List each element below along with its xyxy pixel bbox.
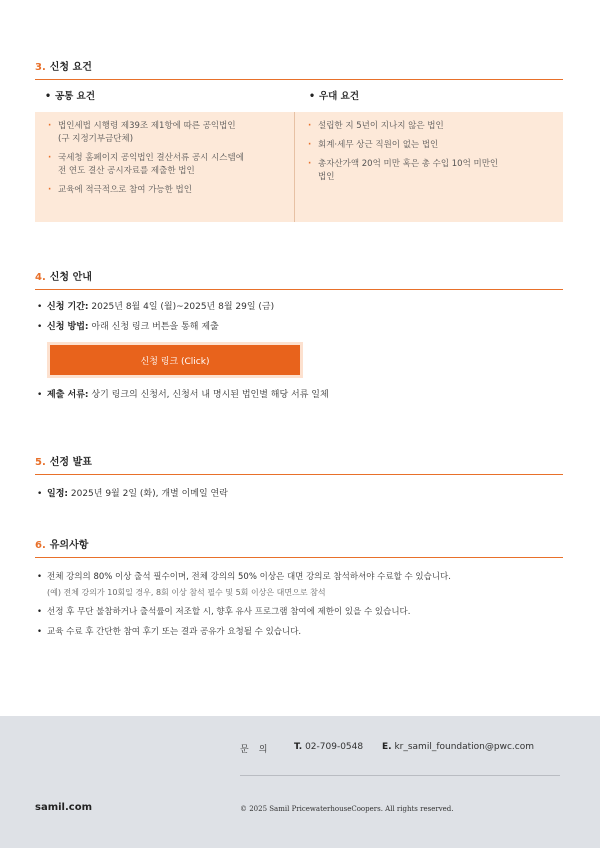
preferred-requirements-heading: • 우대 요건 <box>299 90 563 110</box>
section-announcement <box>35 453 563 501</box>
section-application <box>35 268 563 400</box>
date-label: 일정: <box>47 489 68 499</box>
section-title-text: 신청 안내 <box>49 272 92 283</box>
docs-label: 제출 서류: <box>47 390 89 400</box>
period-label: 신청 기간: <box>47 302 89 312</box>
docs-value: 상기 링크의 신청서, 신청서 내 명시된 법인별 해당 서류 일체 <box>88 390 329 400</box>
note-item: • 교육 수료 후 간단한 참여 후기 또는 결과 공유가 요청될 수 있습니다. <box>35 625 563 639</box>
contact-phone <box>294 742 363 752</box>
section-title-text: 선정 발표 <box>49 457 92 468</box>
method-label: 신청 방법: <box>47 322 89 332</box>
note-item: • 전체 강의의 80% 이상 출석 필수이며, 전체 강의의 50% 이상은 대면 강의로 참석하셔야 수료할 수 있습니다. <box>35 570 563 584</box>
footer-divider <box>240 775 560 776</box>
requirements-box <box>35 112 563 222</box>
site-link[interactable]: samil.com <box>35 802 92 813</box>
application-period <box>35 300 563 314</box>
section-number: 5. <box>35 457 46 468</box>
email-value[interactable]: kr_samil_foundation@pwc.com <box>391 742 534 752</box>
method-value: 아래 신청 링크 버튼을 통해 제출 <box>88 322 219 332</box>
tel-value: 02-709-0548 <box>302 742 364 752</box>
section-number: 3. <box>35 62 46 73</box>
period-value: 2025년 8월 4일 (월)~2025년 8월 29일 (금) <box>88 302 275 312</box>
section-title-text: 유의사항 <box>49 540 89 551</box>
preferred-requirements-list <box>294 112 563 222</box>
requirement-item: · 회계·세무 상근 직원이 없는 법인 <box>305 139 553 152</box>
requirement-item: · 법인세법 시행령 제39조 제1항에 따른 공익법인 (구 지정기부금단체) <box>45 120 284 146</box>
requirement-item: · 교육에 적극적으로 참여 가능한 법인 <box>45 184 284 197</box>
footer <box>0 716 600 848</box>
section-requirements <box>35 58 563 222</box>
section-title <box>35 536 563 558</box>
requirement-item: · 국세청 홈페이지 공익법인 결산서류 공시 시스템에 전 연도 결산 공시자료를 제출한 법인 <box>45 152 284 178</box>
section-number: 6. <box>35 540 46 551</box>
requirement-item: · 설립한 지 5년이 지나지 않은 법인 <box>305 120 553 133</box>
requirements-headings <box>35 90 563 110</box>
common-requirements-list <box>35 112 294 222</box>
section-title <box>35 453 563 475</box>
submission-documents <box>35 388 575 402</box>
application-method <box>35 320 563 334</box>
section-title <box>35 268 563 290</box>
apply-link-button[interactable]: 신청 링크 (Click) <box>47 342 303 378</box>
date-value: 2025년 9월 2일 (화), 개별 이메일 연락 <box>68 489 228 499</box>
requirement-item: · 총자산가액 20억 미만 혹은 총 수입 10억 미만인 법인 <box>305 158 553 184</box>
section-title <box>35 58 563 80</box>
contact-email[interactable] <box>382 742 534 752</box>
note-item: • 선정 후 무단 불참하거나 출석률이 저조할 시, 향후 유사 프로그램 참여에 제한이 있을 수 있습니다. <box>35 605 563 619</box>
announcement-date <box>35 487 563 501</box>
common-requirements-heading: • 공통 요건 <box>35 90 299 110</box>
section-notes <box>35 536 563 639</box>
contact-label: 문의 <box>240 745 278 755</box>
copyright: © 2025 Samil PricewaterhouseCoopers. All rights reserved. <box>240 805 454 813</box>
tel-prefix: T. <box>294 742 303 752</box>
section-number: 4. <box>35 272 46 283</box>
note-example: (예) 전체 강의가 10회일 경우, 8회 이상 참석 필수 및 5회 이상은 대면으로 참석 <box>47 588 326 597</box>
email-prefix: E. <box>382 742 392 752</box>
section-title-text: 신청 요건 <box>49 62 92 73</box>
